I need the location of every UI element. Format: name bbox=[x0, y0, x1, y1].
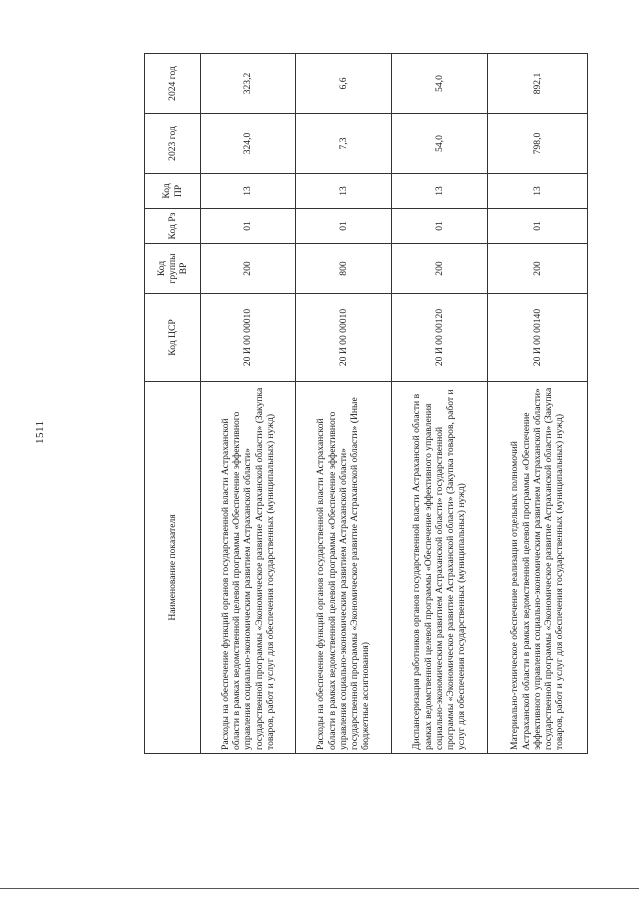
row-pr: 13 bbox=[201, 174, 296, 209]
row-csr: 20 И 00 00140 bbox=[488, 294, 588, 382]
row-name: Расходы на обеспечение функций органов государственной власти Астраханской области в рамках ведомственной целевой программы «Обеспечение эффективного управления социально-экономическим развитием Астраханской области» государственной программы «Экономическое развитие Астраханской области» (Закупка товаров, работ и услуг для обеспечения государственных (муниципальных) нужд) bbox=[201, 382, 296, 754]
header-name: Наименование показателя bbox=[145, 382, 201, 754]
table-header-row bbox=[145, 54, 201, 754]
row-2024: 323,2 bbox=[201, 54, 296, 114]
row-csr: 20 И 00 00010 bbox=[296, 294, 392, 382]
row-name: Диспансеризация работников органов государственной власти Астраханской области в рамках ведомственной целевой программы «Обеспечение эффективного управления социально-экономическим развитием Астраханской области» государственной программы «Экономическое развитие Астраханской области» (Закупка товаров, работ и услуг для обеспечения государственных (муниципальных) нужд) bbox=[392, 382, 488, 754]
row-rz: 01 bbox=[296, 209, 392, 244]
budget-table bbox=[144, 53, 588, 754]
row-2024: 6,6 bbox=[296, 54, 392, 114]
table-row bbox=[201, 54, 296, 754]
row-vr: 800 bbox=[296, 244, 392, 294]
page-divider bbox=[0, 888, 639, 889]
row-vr: 200 bbox=[392, 244, 488, 294]
table-row bbox=[488, 54, 588, 754]
row-name: Расходы на обеспечение функций органов государственной власти Астраханской области в рамках ведомственной целевой программы «Обеспечение эффективного управления социально-экономическим развитием Астраханской области» государственной программы «Экономическое развитие Астраханской области» (Иные бюджетные ассигнования) bbox=[296, 382, 392, 754]
page-number: 1511 bbox=[34, 420, 46, 444]
row-2023: 54,0 bbox=[392, 114, 488, 174]
row-name: Материально-техническое обеспечение реализации отдельных полномочий Астраханской области в рамках ведомственной целевой программы «Обеспечение эффективного управления социально-экономическим развитием Астраханской области» государственной программы «Экономическое развитие Астраханской области» (Закупка товаров, работ и услуг для обеспечения государственных (муниципальных) нужд) bbox=[488, 382, 588, 754]
budget-table-rotated bbox=[144, 54, 584, 754]
header-csr: Код ЦСР bbox=[145, 294, 201, 382]
row-csr: 20 И 00 00120 bbox=[392, 294, 488, 382]
header-2023: 2023 год bbox=[145, 114, 201, 174]
row-csr: 20 И 00 00010 bbox=[201, 294, 296, 382]
row-rz: 01 bbox=[488, 209, 588, 244]
header-pr: Код ПР bbox=[145, 174, 201, 209]
row-rz: 01 bbox=[201, 209, 296, 244]
row-pr: 13 bbox=[392, 174, 488, 209]
header-2024: 2024 год bbox=[145, 54, 201, 114]
row-pr: 13 bbox=[296, 174, 392, 209]
row-2023: 798,0 bbox=[488, 114, 588, 174]
table-row bbox=[296, 54, 392, 754]
row-2023: 7,3 bbox=[296, 114, 392, 174]
row-pr: 13 bbox=[488, 174, 588, 209]
header-rz: Код Рз bbox=[145, 209, 201, 244]
row-rz: 01 bbox=[392, 209, 488, 244]
header-vr: Код группы ВР bbox=[145, 244, 201, 294]
table-row bbox=[392, 54, 488, 754]
row-2024: 54,0 bbox=[392, 54, 488, 114]
row-vr: 200 bbox=[201, 244, 296, 294]
row-2024: 892,1 bbox=[488, 54, 588, 114]
row-vr: 200 bbox=[488, 244, 588, 294]
row-2023: 324,0 bbox=[201, 114, 296, 174]
